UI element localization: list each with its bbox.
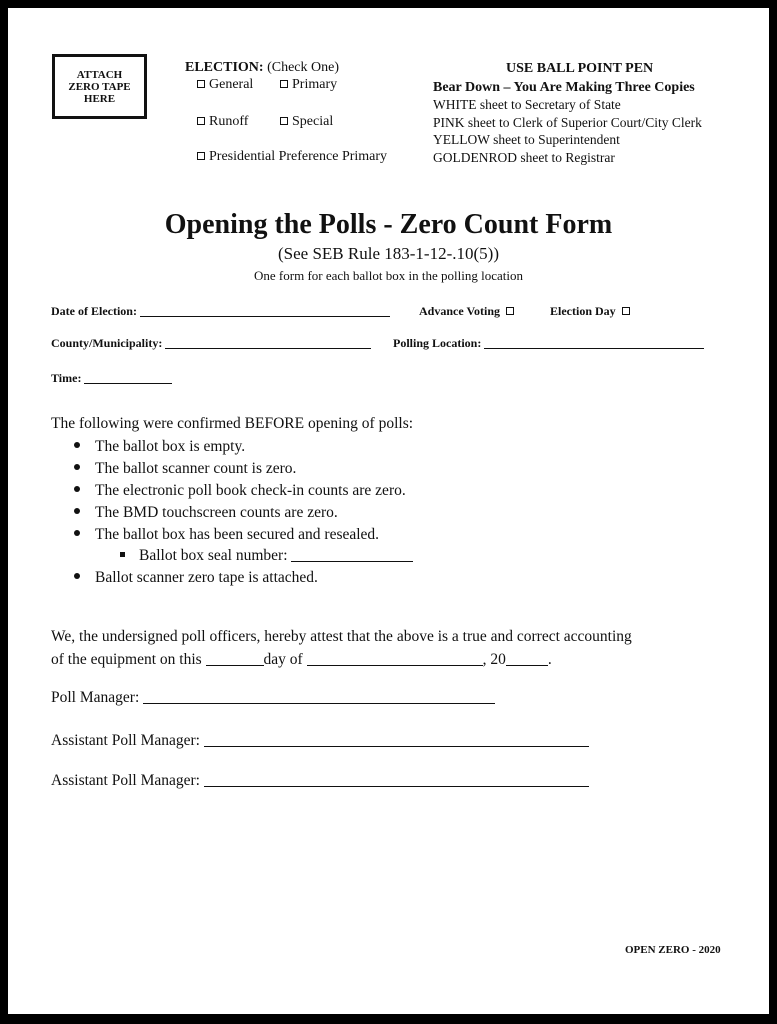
polling-location-label: Polling Location: xyxy=(393,336,482,350)
pen-heading: USE BALL POINT PEN xyxy=(506,61,654,76)
date-of-election-row xyxy=(51,304,390,319)
checkbox-icon[interactable] xyxy=(197,80,205,88)
confirm-intro: The following were confirmed BEFORE opening of polls: xyxy=(51,415,414,432)
attach-zero-tape-box xyxy=(52,54,147,119)
attest-prefix: of the equipment on this xyxy=(51,651,202,668)
bullet-icon xyxy=(74,573,80,579)
list-item xyxy=(74,482,406,500)
bullet-icon xyxy=(74,530,80,536)
election-day-option[interactable] xyxy=(550,304,634,319)
month-field[interactable] xyxy=(307,665,483,666)
copy-goldenrod: GOLDENROD sheet to Registrar xyxy=(433,150,615,165)
list-item-text: The electronic poll book check-in counts are zero. xyxy=(95,482,406,499)
list-item-text: Ballot scanner zero tape is attached. xyxy=(95,569,318,586)
date-of-election-label: Date of Election: xyxy=(51,304,137,318)
option-general-label: General xyxy=(209,77,254,92)
advance-voting-label: Advance Voting xyxy=(419,304,501,318)
form-note: One form for each ballot box in the polling location xyxy=(254,268,523,283)
bullet-icon xyxy=(74,464,80,470)
assistant-manager-row-2 xyxy=(51,772,589,790)
assistant-manager-label-1: Assistant Poll Manager: xyxy=(51,732,200,749)
election-day-label: Election Day xyxy=(550,304,616,318)
checkbox-icon[interactable] xyxy=(506,307,514,315)
bullet-icon xyxy=(74,508,80,514)
list-item xyxy=(74,569,318,587)
option-primary[interactable] xyxy=(280,77,337,93)
zero-box-line-2: ZERO TAPE xyxy=(68,80,131,93)
option-ppp-label: Presidential Preference Primary xyxy=(209,149,388,164)
pen-subheading: Bear Down – You Are Making Three Copies xyxy=(433,80,695,95)
form-title: Opening the Polls - Zero Count Form xyxy=(164,209,613,240)
seal-number-label: Ballot box seal number: xyxy=(139,547,288,564)
year-field[interactable] xyxy=(506,665,548,666)
day-field[interactable] xyxy=(206,665,264,666)
seal-number-field[interactable] xyxy=(291,561,413,562)
polling-location-row xyxy=(393,336,704,351)
polling-location-field[interactable] xyxy=(484,348,704,349)
assistant-manager-signature-field-2[interactable] xyxy=(204,786,589,787)
assistant-manager-label-2: Assistant Poll Manager: xyxy=(51,772,200,789)
checkbox-icon[interactable] xyxy=(622,307,630,315)
list-item-text: The ballot scanner count is zero. xyxy=(95,460,297,477)
seal-number-row xyxy=(120,547,413,565)
checkbox-icon[interactable] xyxy=(280,117,288,125)
bullet-icon xyxy=(74,486,80,492)
list-item xyxy=(74,460,296,478)
list-item xyxy=(74,438,245,456)
attest-comma-year: , 20 xyxy=(482,651,506,668)
county-field[interactable] xyxy=(165,348,371,349)
poll-manager-row xyxy=(51,689,495,707)
attest-period: . xyxy=(547,651,552,668)
square-bullet-icon xyxy=(120,552,125,557)
assistant-manager-signature-field-1[interactable] xyxy=(204,746,589,747)
time-label: Time: xyxy=(51,371,82,385)
attest-line-1: We, the undersigned poll officers, hereby attest that the above is a true and correct accounting xyxy=(51,628,632,645)
checkbox-icon[interactable] xyxy=(280,80,288,88)
copy-pink: PINK sheet to Clerk of Superior Court/City Clerk xyxy=(433,115,702,130)
option-runoff-label: Runoff xyxy=(209,114,249,129)
advance-voting-option[interactable] xyxy=(419,304,518,319)
zero-box-line-3: HERE xyxy=(83,92,116,105)
list-item xyxy=(74,504,338,522)
copy-yellow: YELLOW sheet to Superintendent xyxy=(433,132,620,147)
time-field[interactable] xyxy=(84,383,172,384)
checkbox-icon[interactable] xyxy=(197,117,205,125)
attest-day-of: day of xyxy=(263,651,303,668)
form-footer-code: OPEN ZERO - 2020 xyxy=(625,944,721,956)
list-item-text: The BMD touchscreen counts are zero. xyxy=(95,504,338,521)
form-subtitle: (See SEB Rule 183-1-12-.10(5)) xyxy=(278,244,499,263)
option-special-label: Special xyxy=(292,114,334,129)
poll-manager-label: Poll Manager: xyxy=(51,689,140,706)
attest-line-2 xyxy=(51,651,552,669)
option-primary-label: Primary xyxy=(292,77,338,92)
election-heading xyxy=(185,60,339,76)
zero-box-line-1: ATTACH xyxy=(76,68,123,81)
copy-white: WHITE sheet to Secretary of State xyxy=(433,97,621,112)
list-item-text: The ballot box has been secured and resealed. xyxy=(95,526,380,543)
option-special[interactable] xyxy=(280,114,333,130)
zero-count-form-page xyxy=(8,8,769,1014)
county-label: County/Municipality: xyxy=(51,336,163,350)
bullet-icon xyxy=(74,442,80,448)
time-row xyxy=(51,371,172,386)
checkbox-icon[interactable] xyxy=(197,152,205,160)
assistant-manager-row-1 xyxy=(51,732,589,750)
list-item xyxy=(74,526,379,544)
election-label: ELECTION: xyxy=(185,60,264,75)
list-item-text: The ballot box is empty. xyxy=(95,438,246,455)
county-row xyxy=(51,336,371,351)
date-of-election-field[interactable] xyxy=(140,316,390,317)
option-presidential-preference-primary[interactable] xyxy=(197,149,387,165)
option-general[interactable] xyxy=(197,77,253,93)
election-instruction: (Check One) xyxy=(267,60,339,75)
poll-manager-signature-field[interactable] xyxy=(143,703,495,704)
option-runoff[interactable] xyxy=(197,114,248,130)
